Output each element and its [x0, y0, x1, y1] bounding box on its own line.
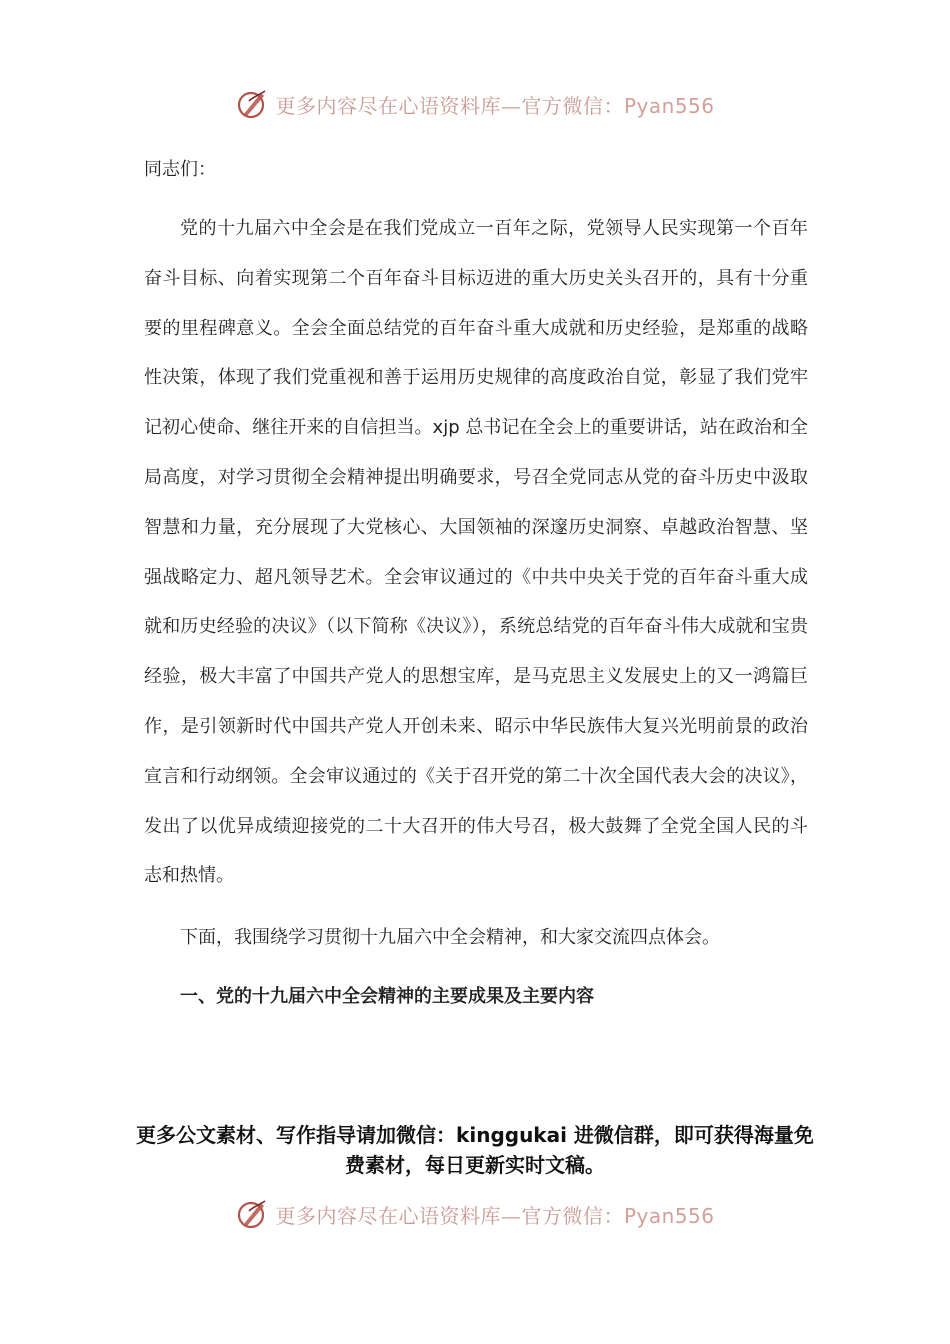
watermark-header: [0, 84, 950, 124]
paragraph-transition: 下面，我围绕学习贯彻十九届六中全会精神，和大家交流四点体会。: [180, 927, 720, 949]
watermark-wechat-id: Pyan556: [623, 93, 715, 118]
document-body: [144, 148, 808, 1019]
greeting: 同志们：: [144, 159, 216, 180]
quill-pen-logo-icon: [235, 1197, 269, 1231]
watermark-text: 更多内容尽在心语资料库—官方微信：Pyan556: [275, 1203, 715, 1228]
watermark-text: 更多内容尽在心语资料库—官方微信：Pyan556: [275, 93, 715, 118]
footer-promo-note: 更多公文素材、写作指导请加微信：kinggukai 进微信群，即可获得海量免费素材，每日更新实时文稿。: [136, 1123, 814, 1177]
section-heading-1: 一、党的十九届六中全会精神的主要成果及主要内容: [180, 985, 594, 1007]
watermark-footer: [0, 1194, 950, 1234]
quill-pen-logo-icon: [235, 87, 269, 121]
watermark-wechat-id: Pyan556: [623, 1203, 715, 1228]
paragraph-intro: 党的十九届六中全会是在我们党成立一百年之际，党领导人民实现第一个百年奋斗目标、向着实现第二个百年奋斗目标迈进的重大历史关头召开的，具有十分重要的里程碑意义。全会全面总结党的百年奋斗重大成就和历史经验，是郑重的战略性决策，体现了我们党重视和善于运用历史规律的高度政治自觉，彰显了我们党牢记初心使命、继往开来的自信担当。xjp 总书记在全会上的重要讲话，站在政治和全局高度，对学习贯彻全会精神提出明确要求，号召全党同志从党的奋斗历史中汲取智慧和力量，充分展现了大党核心、大国领袖的深邃历史洞察、卓越政治智慧、坚强战略定力、超凡领导艺术。全会审议通过的《中共中央关于党的百年奋斗重大成就和历史经验的决议》（以下简称《决议》），系统总结党的百年奋斗伟大成就和宝贵经验，极大丰富了中国共产党人的思想宝库，是马克思主义发展史上的又一鸿篇巨作，是引领新时代中国共产党人开创未来、昭示中华民族伟大复兴光明前景的政治宣言和行动纲领。全会审议通过的《关于召开党的第二十次全国代表大会的决议》，发出了以优异成绩迎接党的二十大召开的伟大号召，极大鼓舞了全党全国人民的斗志和热情。: [144, 218, 808, 887]
